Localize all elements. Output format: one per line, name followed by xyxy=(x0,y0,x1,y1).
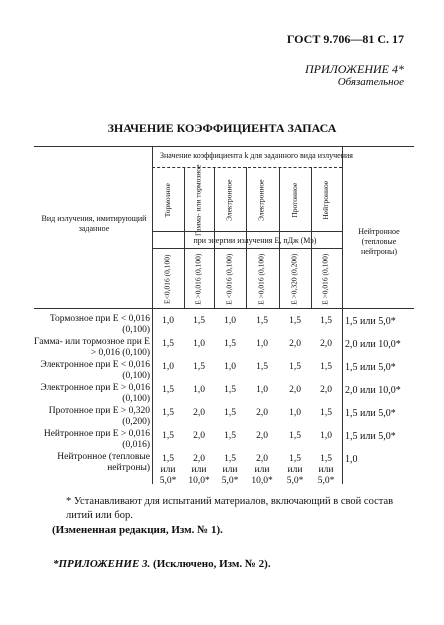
coefficient-cell: 1,5 xyxy=(162,339,174,349)
row-label: Тормозное при E < 0,016 (0,100) xyxy=(49,314,150,335)
type-header-5: Протонное xyxy=(289,182,299,218)
row-header: Вид излучения, имитирующий заданное xyxy=(41,214,147,233)
group-header-rule xyxy=(152,167,342,168)
neutron-cell: 1,5 или 5,0* xyxy=(345,362,396,373)
coefficient-cell: 1,0 xyxy=(256,339,268,349)
type-header-4: Электронное xyxy=(256,179,266,221)
coefficient-cell: 2,0 xyxy=(289,385,301,395)
header-bottom-rule xyxy=(34,308,414,309)
energy-condition-5: E >0,320 (0,200) xyxy=(289,253,299,305)
appendix3-note: (Исключено, Изм. № 2). xyxy=(153,558,271,570)
coefficient-cell: 1,5 xyxy=(162,385,174,395)
coefficient-cell: 1,5 xyxy=(162,408,174,418)
neutron-column-header: Нейтронное (тепловые нейтроны) xyxy=(358,227,400,256)
coefficient-cell: 1,0 xyxy=(162,316,174,326)
coefficient-cell: 1,0 xyxy=(320,431,332,441)
energy-condition-4: E >0,016 (0,100) xyxy=(256,253,266,305)
appendix-title: ПРИЛОЖЕНИЕ 4* xyxy=(305,62,404,76)
neutron-cell: 1,5 или 5,0* xyxy=(345,431,396,442)
neutron-column-rule xyxy=(342,146,343,484)
coefficient-cell: 2,0 xyxy=(256,431,268,441)
energy-condition-1: E<0,016 (0,100) xyxy=(162,254,172,304)
footnote: * Устанавливают для испытаний материалов, включающий в свой состав литий или бор. xyxy=(66,496,394,521)
amendment-note: (Измененная редакция, Изм. № 1). xyxy=(52,524,223,536)
coefficient-cell: 1,0 xyxy=(289,408,301,418)
coefficient-cell: 2,0 xyxy=(289,339,301,349)
neutron-cell: 1,5 или 5,0* xyxy=(345,408,396,419)
coefficient-cell: 1,5 xyxy=(224,431,236,441)
coefficient-cell: 1,5 или 5,0* xyxy=(159,454,177,486)
types-rule xyxy=(152,231,342,232)
coefficient-cell: 1,5 или 5,0* xyxy=(317,454,335,486)
type-header-6: Нейтронное xyxy=(320,180,330,220)
label-column-rule xyxy=(152,146,153,484)
coefficient-cell: 1,5 xyxy=(289,316,301,326)
row-label: Протонное при E > 0,320 (0,200) xyxy=(48,406,150,427)
coefficient-cell: 2,0 xyxy=(193,431,205,441)
coefficient-cell: 2,0 xyxy=(193,408,205,418)
group-header: Значение коэффициента k для заданного вида излучения xyxy=(160,151,353,160)
appendix3-line xyxy=(53,558,271,570)
type-header-3: Электронное xyxy=(224,179,234,221)
row-label: Нейтронное при E > 0,016 (0,016) xyxy=(43,429,150,450)
coefficient-cell: 1,5 xyxy=(256,362,268,372)
document-title: ЗНАЧЕНИЕ КОЭФФИЦИЕНТА ЗАПАСА xyxy=(107,121,337,135)
energy-rule xyxy=(152,248,342,249)
coefficient-cell: 2,0 xyxy=(320,385,332,395)
coefficient-cell: 1,5 xyxy=(320,316,332,326)
coefficient-cell: 2,0 xyxy=(320,339,332,349)
coefficient-cell: 1,0 xyxy=(224,316,236,326)
coefficient-cell: 1,0 xyxy=(193,385,205,395)
coefficient-cell: 1,5 xyxy=(224,339,236,349)
energy-header: при энергии излучения E, пДж (Мэ) xyxy=(193,236,317,245)
row-label: Электронное при E < 0,016 (0,100) xyxy=(40,360,150,381)
energy-condition-3: E <0,016 (0,100) xyxy=(224,253,234,305)
appendix-status: Обязательное xyxy=(337,76,404,88)
appendix3-title: *ПРИЛОЖЕНИЕ 3. xyxy=(53,558,151,570)
coefficient-cell: 1,5 xyxy=(320,408,332,418)
energy-condition-6: E >0,016 (0,100) xyxy=(320,253,330,305)
row-label: Электронное при E > 0,016 (0,100) xyxy=(40,383,150,404)
coefficient-cell: 1,5 xyxy=(256,316,268,326)
coefficient-cell: 1,5 xyxy=(193,316,205,326)
page-header: ГОСТ 9.706—81 С. 17 xyxy=(286,32,404,46)
coefficient-cell: 1,0 xyxy=(224,362,236,372)
coefficient-cell: 2,0 или 10,0* xyxy=(188,454,210,486)
coefficient-cell: 1,5 xyxy=(193,362,205,372)
coefficient-cell: 1,5 xyxy=(289,362,301,372)
coefficient-cell: 1,5 xyxy=(289,431,301,441)
row-label: Гамма- или тормозное при E > 0,016 (0,100) xyxy=(33,337,150,358)
coefficient-cell: 1,0 xyxy=(193,339,205,349)
energy-condition-2: E >0,016 (0,100) xyxy=(193,253,203,305)
coefficient-cell: 1,5 xyxy=(162,431,174,441)
type-header-2: Гамма- или тормозное xyxy=(193,164,203,236)
coefficient-cell: 1,5 xyxy=(224,385,236,395)
coefficient-cell: 2,0 xyxy=(256,408,268,418)
type-header-1: Тормозное xyxy=(162,182,172,218)
table-top-rule xyxy=(34,146,414,147)
neutron-cell: 2,0 или 10,0* xyxy=(345,339,401,350)
coefficient-cell: 1,5 или 5,0* xyxy=(286,454,304,486)
row-label: Нейтронное (тепловые нейтроны) xyxy=(57,452,150,473)
coefficient-cell: 1,0 xyxy=(256,385,268,395)
coefficient-cell: 2,0 или 10,0* xyxy=(251,454,273,486)
neutron-cell: 2,0 или 10,0* xyxy=(345,385,401,396)
coefficient-cell: 1,5 или 5,0* xyxy=(221,454,239,486)
coefficient-cell: 1,5 xyxy=(320,362,332,372)
coefficient-cell: 1,0 xyxy=(162,362,174,372)
neutron-cell: 1,5 или 5,0* xyxy=(345,316,396,327)
coefficient-cell: 1,5 xyxy=(224,408,236,418)
neutron-cell: 1,0 xyxy=(345,454,358,465)
